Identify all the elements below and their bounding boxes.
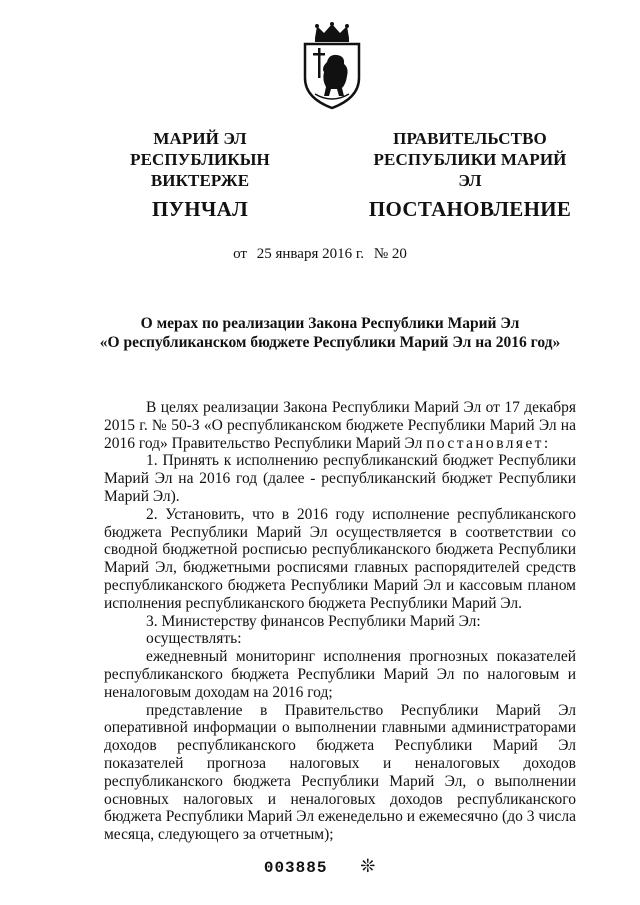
paragraph-item3-a: ежедневный мониторинг исполнения прогнозных показателей республиканского бюджета Республики Марий Эл по налоговым и неналоговым доходам на 2016 год;	[104, 648, 576, 701]
header-left-doc-type: ПУНЧАЛ	[151, 197, 249, 221]
header-right-doc-type: ПОСТАНОВЛЕНИЕ	[368, 197, 572, 221]
header-left	[100, 128, 300, 222]
document-number: № 20	[373, 246, 407, 262]
document-title	[80, 314, 580, 352]
paragraph-preamble	[104, 399, 576, 452]
document-date: 25 января 2016 г.	[256, 246, 365, 262]
date-prefix: от	[233, 246, 247, 262]
paragraph-item2: 2. Установить, что в 2016 году исполнение республиканского бюджета Республики Марий Эл осуществляется в соответствии со сводной бюджетной росписью республиканского бюджета Республики Марий Эл, бюджетными росписями главных распорядителей средств республиканского бюджета Республики Марий Эл и кассовым планом исполнения республиканского бюджета Республики Марий Эл.	[104, 505, 576, 612]
footer	[0, 856, 640, 877]
header-left-line2: ВИКТЕРЖЕ	[150, 171, 250, 190]
paragraph-item3-b: представление в Правительство Республики Марий Эл оперативной информации о выполнении главными администраторами доходов республиканского бюджета Республики Марий Эл показателей прогноза налоговых и неналоговых доходов республиканского бюджета Республики Марий Эл, о выполнении основных налоговых и неналоговых доходов республиканского бюджета Республики Марий Эл еженедельно и ежемесячно (до 3 числа месяца, следующего за отчетным);	[104, 701, 576, 844]
paragraph-item3-verb: осуществлять:	[146, 630, 242, 648]
date-line	[0, 246, 640, 263]
preamble-text: В целях реализации Закона Республики Марий Эл от 17 декабря 2015 г. № 50-З «О республиканском бюджете Республики Марий Эл на 2016 год» Правительство Республики Марий Эл	[104, 399, 576, 452]
serial-number: 003885	[263, 859, 328, 877]
header-right-line2: РЕСПУБЛИКИ МАРИЙ ЭЛ	[373, 150, 567, 190]
paragraph-item3: 3. Министерству финансов Республики Марий Эл:	[146, 612, 481, 630]
preamble-verb: постановляет:	[426, 434, 551, 452]
title-line1: О мерах по реализации Закона Республики Марий Эл	[140, 315, 520, 332]
paragraph-item1: 1. Принять к исполнению республиканский бюджет Республики Марий Эл на 2016 год (далее - республиканский бюджет Республики Марий Эл).	[104, 452, 576, 505]
coat-of-arms-icon	[297, 22, 367, 110]
document-body	[104, 399, 576, 844]
header-right-line1: ПРАВИТЕЛЬСТВО	[393, 129, 547, 148]
footer-mark-icon: ❊	[360, 856, 377, 877]
title-line2: «О республиканском бюджете Республики Марий Эл на 2016 год»	[99, 334, 561, 351]
header-left-line1: МАРИЙ ЭЛ РЕСПУБЛИКЫН	[130, 129, 270, 169]
header-right	[360, 128, 580, 222]
